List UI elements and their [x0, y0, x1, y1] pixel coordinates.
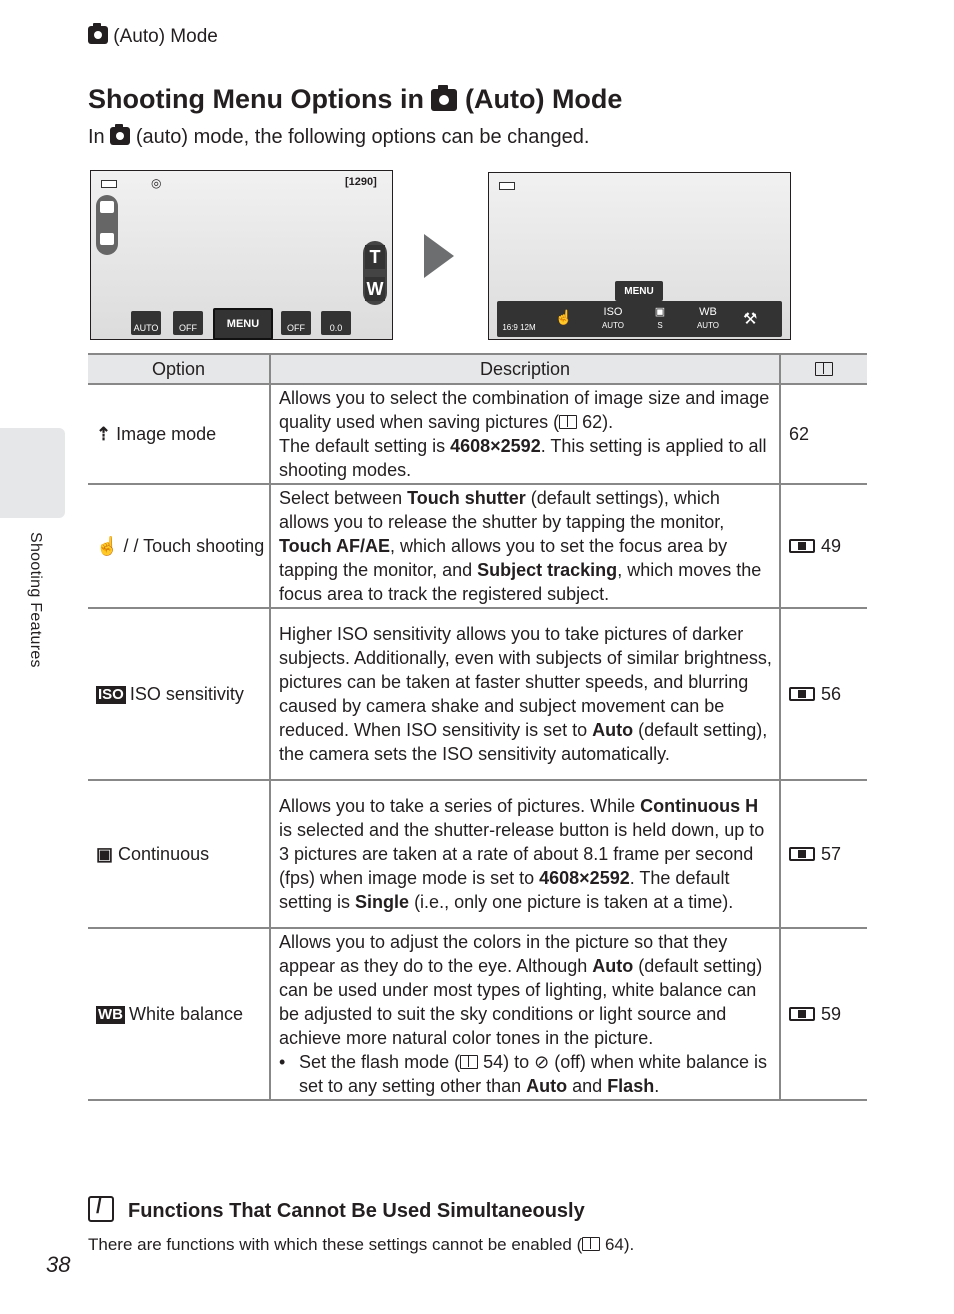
description-bold: Auto: [592, 956, 634, 976]
description-text: . The default setting is: [279, 868, 730, 912]
reference-section-icon: [789, 539, 815, 553]
option-cell: [88, 484, 270, 608]
intro-start: In: [88, 126, 105, 148]
reference-column-header: [780, 354, 867, 384]
battery-icon: [101, 180, 117, 188]
description-text: .: [654, 1076, 660, 1096]
description-text: is selected and the shutter-release button is held down, up to 3 pictures are taken at a rate of about 8.1 frame per second (fps) when image mode is set to: [279, 820, 765, 888]
description-text: (i.e., only one picture is taken at a time).: [409, 892, 734, 912]
iso-item: [597, 305, 629, 333]
continuous-icon: ▣: [96, 844, 114, 864]
description-bold: Single: [355, 892, 410, 912]
white-balance-item: [693, 305, 723, 333]
description-bold: 4608×2592: [539, 868, 630, 888]
shooting-screen-illustration: [90, 170, 393, 340]
iso-icon: ISO: [98, 686, 124, 703]
reference-page: 49: [821, 536, 842, 556]
description-bold: Auto: [526, 1076, 568, 1096]
description-text: , which moves the focus area to track the registered subject.: [279, 560, 762, 604]
bullet-note: [279, 1050, 773, 1098]
menu-button: MENU: [213, 308, 273, 340]
note-heading: [88, 1196, 585, 1223]
exposure-count: [1290]: [345, 176, 377, 188]
stabilization-icon: ◎: [151, 176, 162, 190]
continuous-item-value: S: [657, 321, 663, 330]
touch-shooting-item: ☝: [555, 309, 573, 325]
description-text: , which allows you to set the focus area by tapping the monitor, and: [279, 536, 728, 580]
option-cell: [88, 928, 270, 1100]
touch-shooting-icon: ☝: [96, 536, 119, 556]
description-bold: Subject tracking: [477, 560, 618, 580]
zoom-wide-button: W: [366, 279, 384, 299]
description-text: (default setting) can be used under most types of lighting, white balance can be adjusted to suit the sky conditions or light source and achieve more natural color tones in the picture.: [279, 956, 763, 1048]
option-label: Image mode: [116, 424, 217, 444]
zoom-tele-button: T: [365, 245, 385, 269]
description-bold: Continuous H: [640, 796, 759, 816]
description-text: Higher ISO sensitivity allows you to take pictures of darker subjects. Additionally, even with subjects of similar brightness, pictures can be taken at faster shutter speeds, and blurring caused by camera shake and subject movement can be reduced. When ISO sensitivity is set to: [279, 624, 772, 740]
wb-item-value: AUTO: [696, 321, 720, 330]
running-head: [88, 26, 218, 48]
shooting-menu-bar: [497, 301, 782, 337]
description-column-header: Description: [270, 354, 780, 384]
section-label: Shooting Features: [27, 532, 44, 668]
running-head-text: (Auto) Mode: [113, 26, 218, 47]
menu-screen-illustration: [488, 172, 791, 340]
table-row: [88, 384, 867, 484]
white-balance-icon: WB: [98, 1006, 123, 1023]
title-text-start: Shooting Menu Options in: [88, 84, 424, 114]
options-table: [88, 353, 867, 1101]
page-title: [88, 84, 622, 115]
option-cell: [88, 384, 270, 484]
description-cell: [270, 608, 780, 780]
next-arrow-icon: [424, 234, 454, 278]
setup-wrench-icon: ⚒: [743, 311, 758, 328]
note-title: Functions That Cannot Be Used Simultaneously: [128, 1200, 585, 1222]
table-row: [88, 608, 867, 780]
description-bold: Touch AF/AE: [279, 536, 390, 556]
wb-item-label: WB: [699, 306, 717, 318]
option-label: White balance: [129, 1004, 244, 1024]
reference-page: 59: [821, 1004, 842, 1024]
table-row: [88, 780, 867, 928]
iso-item-label: ISO: [603, 306, 623, 318]
description-bold: 4608×2592: [450, 436, 541, 456]
description-text: . This setting is applied to all shooting modes.: [279, 436, 767, 480]
page-number: 38: [46, 1252, 71, 1277]
reference-section-icon: [789, 847, 815, 861]
reference-section-icon: [789, 1007, 815, 1021]
description-text: (default settings), which allows you to release the shutter by tapping the monitor,: [279, 488, 725, 532]
note-pencil-icon: [88, 1196, 114, 1222]
option-label: ISO sensitivity: [129, 684, 244, 704]
description-cell: [270, 928, 780, 1100]
iso-item-value: AUTO: [601, 321, 625, 330]
smile-timer-button: OFF: [281, 311, 311, 335]
camera-mode-icon: [100, 201, 114, 213]
auto-mode-icon: [110, 127, 130, 145]
option-cell: [88, 780, 270, 928]
reference-cell: [780, 608, 867, 780]
reference-page: 62: [789, 424, 810, 444]
continuous-item: [647, 305, 673, 333]
continuous-icon: ▣: [654, 306, 666, 318]
description-text: Allows you to adjust the colors in the picture so that they appear as they do to the eye. Although: [279, 932, 728, 976]
table-row: [88, 484, 867, 608]
auto-mode-icon: [88, 26, 108, 44]
zoom-control: [363, 241, 387, 305]
note-text-start: There are functions with which these settings cannot be enabled (: [88, 1235, 583, 1254]
description-text: Select between: [279, 488, 408, 508]
book-icon: [582, 1237, 600, 1251]
note-text-end: 64).: [600, 1235, 635, 1254]
note-text: [88, 1235, 634, 1255]
intro-text: [88, 126, 589, 149]
book-icon: [559, 415, 577, 429]
option-column-header: Option: [88, 354, 270, 384]
self-timer-button: OFF: [173, 311, 203, 335]
section-tab: [0, 428, 65, 518]
intro-end: (auto) mode, the following options can be changed.: [135, 126, 590, 148]
option-cell: [88, 608, 270, 780]
image-mode-icon: ⇡: [96, 424, 112, 444]
table-row: [88, 928, 867, 1100]
description-text: Set the flash mode (: [299, 1052, 461, 1072]
reference-section-icon: [789, 687, 815, 701]
option-label: / / Touch shooting: [123, 536, 265, 556]
description-text: 54) to: [478, 1052, 535, 1072]
reference-cell: [780, 484, 867, 608]
reference-page: 56: [821, 684, 842, 704]
description-bold: Auto: [592, 720, 634, 740]
bullet-text: [299, 1050, 773, 1098]
battery-icon: [499, 182, 515, 190]
description-text: The default setting is: [279, 436, 451, 456]
description-text: (off) when white balance is set to any setting other than: [299, 1052, 768, 1096]
description-text: and: [567, 1076, 608, 1096]
bullet-dot: •: [279, 1052, 286, 1072]
flash-off-icon: ⊘: [534, 1052, 550, 1072]
description-cell: [270, 484, 780, 608]
reference-cell: [780, 384, 867, 484]
menu-tab: MENU: [615, 281, 663, 301]
description-bold: Flash: [607, 1076, 655, 1096]
flash-mode-button: AUTO: [131, 311, 161, 335]
description-text: 62).: [577, 412, 614, 432]
description-cell: [270, 780, 780, 928]
table-header-row: [88, 354, 867, 384]
mode-switch: [96, 195, 118, 255]
auto-mode-icon: [431, 89, 457, 111]
playback-icon: [100, 233, 114, 245]
description-text: (default setting), the camera sets the ISO sensitivity automatically.: [279, 720, 768, 764]
option-label: Continuous: [118, 844, 210, 864]
reference-cell: [780, 780, 867, 928]
description-text: Allows you to take a series of pictures. While: [279, 796, 641, 816]
reference-cell: [780, 928, 867, 1100]
book-icon: [460, 1055, 478, 1069]
title-text-end: (Auto) Mode: [464, 84, 623, 114]
reference-page: 57: [821, 844, 842, 864]
description-text: Allows you to select the combination of image size and image quality used when saving pictures (: [279, 388, 770, 432]
exposure-compensation-button: 0.0: [321, 311, 351, 335]
image-mode-item: 16:9 12M: [502, 323, 536, 332]
description-bold: Touch shutter: [407, 488, 526, 508]
description-cell: [270, 384, 780, 484]
book-icon: [815, 362, 833, 376]
